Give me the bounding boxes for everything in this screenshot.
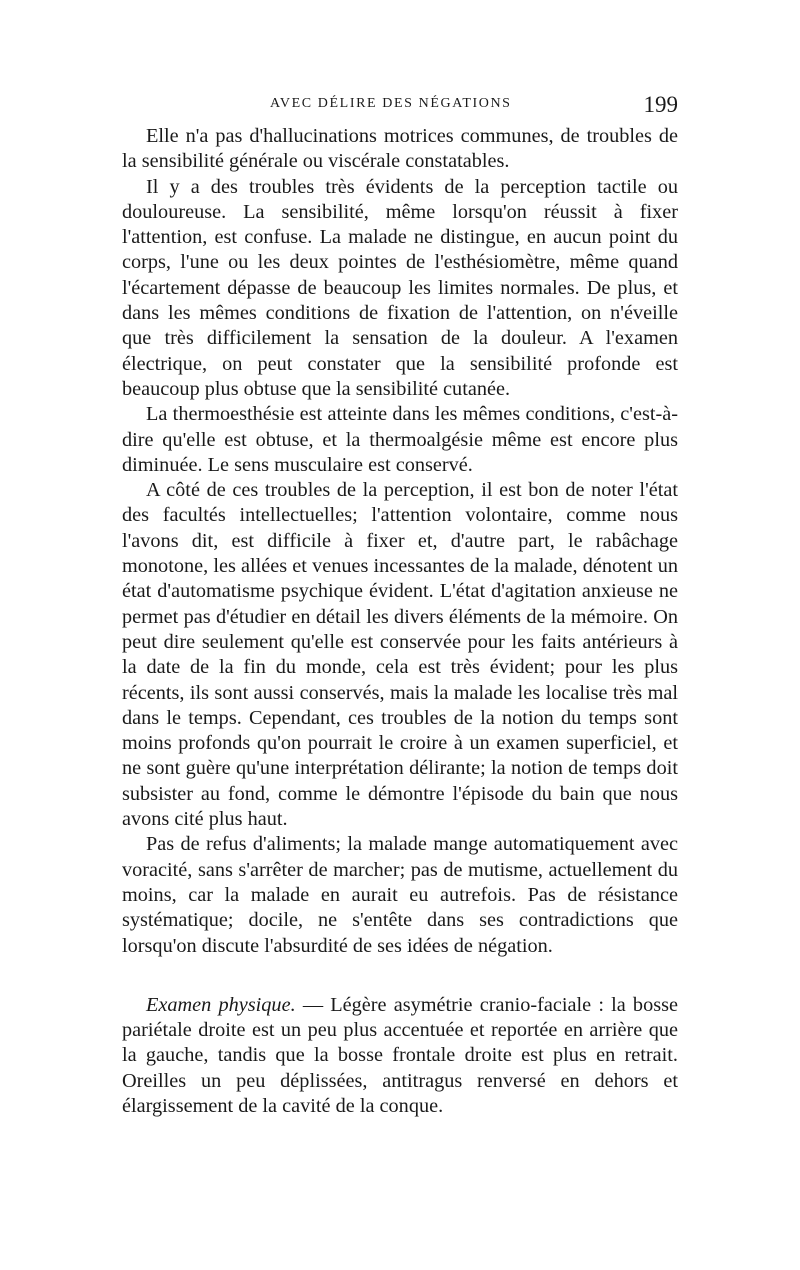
paragraph-intellectual-faculties: A côté de ces troubles de la perception, il est bon de noter l'état des facultés intellectuelles; l'attention volontaire, comme nous l'avons dit, est difficile à fixer et, d'autre part, le rabâchage monotone, les allées et venues incessantes de la malade, dénotent un état d'automatisme psychique évident. L'état d'agitation anxieuse ne permet pas d'étudier en détail les divers éléments de la mémoire. On peut dire seulement qu'elle est conservée pour les faits antérieurs à la date de la fin du monde, cela est très évident; pour les plus récents, ils sont aussi conservés, mais la malade les localise très mal dans le temps. Cependant, ces troubles de la notion du temps sont moins profonds qu'on pourrait le croire à un examen superficiel, et ne sont guère qu'une interprétation délirante; la notion de temps doit subsister au fond, comme le démontre l'épisode du bain que nous avons cité plus haut.: [122, 479, 678, 831]
paragraph-hallucinations: Elle n'a pas d'hallucinations motrices communes, de troubles de la sensibilité générale ou viscérale constatables.: [122, 125, 678, 173]
paragraph-thermoesthesia: La thermoesthésie est atteinte dans les mêmes conditions, c'est-à-dire qu'elle est obtuse, et la thermoalgésie même est encore plus diminuée. Le sens musculaire est conservé.: [122, 403, 678, 476]
paragraph-food-refusal: Pas de refus d'aliments; la malade mange automatiquement avec voracité, sans s'arrêter de marcher; pas de mutisme, actuellement du moins, car la malade en aurait eu autrefois. Pas de résistance systématique; docile, ne s'entête dans ses contradictions que lorsqu'on discute l'absurdité de ses idées de négation.: [122, 833, 678, 957]
paragraph-physical-exam: [122, 993, 678, 1119]
exam-text: — Légère asymétrie cranio-faciale : la bosse pariétale droite est un peu plus accentuée et reportée en arrière que la gauche, tandis que la bosse frontale droite est plus en retrait. Oreilles un peu déplissées, antitragus renversé en dehors et élargissement de la cavité de la conque.: [122, 993, 678, 1117]
page-number: 199: [643, 92, 678, 117]
exam-label: Examen physique.: [146, 993, 296, 1016]
running-title: AVEC DÉLIRE DES NÉGATIONS: [270, 96, 512, 111]
body-text: [122, 124, 678, 1119]
paragraph-tactile-perception: Il y a des troubles très évidents de la perception tactile ou douloureuse. La sensibilité, même lorsqu'on réussit à fixer l'attention, est confuse. La malade ne distingue, en aucun point du corps, l'une ou les deux pointes de l'esthésiomètre, même quand l'écartement dépasse de beaucoup les limites normales. De plus, et dans les mêmes conditions de fixation de l'attention, on n'éveille que très difficilement la sensation de la douleur. A l'examen électrique, on peut constater que la sensibilité profonde est beaucoup plus obtuse que la sensibilité cutanée.: [122, 175, 678, 400]
running-head: [122, 92, 678, 118]
